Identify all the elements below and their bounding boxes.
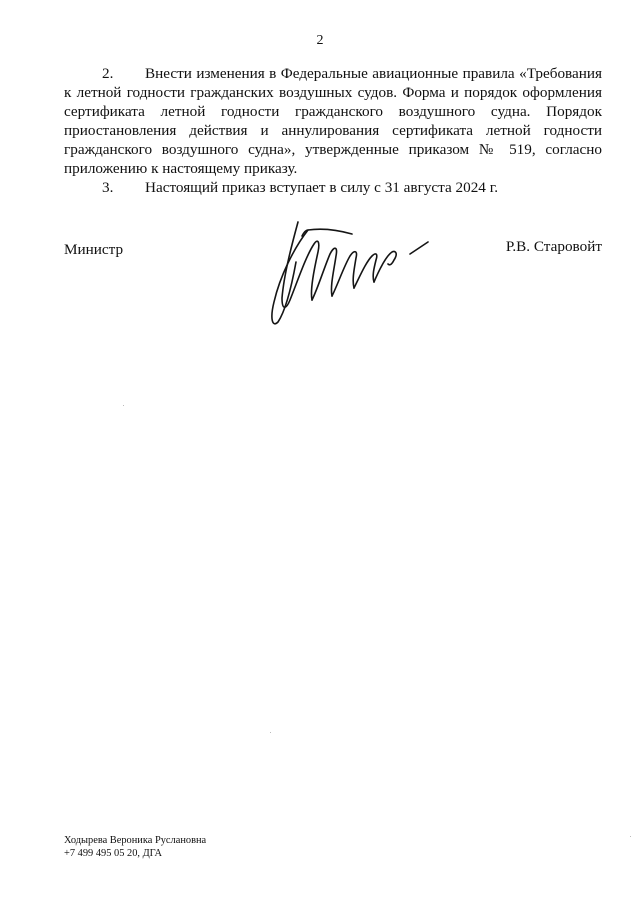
executor-name: Ходырева Вероника Руслановна: [64, 835, 207, 846]
scan-speck: [630, 836, 631, 837]
executor-contact: +7 499 495 05 20, ДГА: [64, 848, 163, 859]
paragraph-2: [64, 64, 602, 178]
paragraph-3: [64, 178, 602, 197]
paragraph-text: Настоящий приказ вступает в силу с 31 августа 2024 г.: [145, 179, 499, 196]
signatory-name: Р.В. Старовойт: [505, 238, 602, 255]
executor-block: [64, 834, 206, 860]
paragraph-text: Внести изменения в Федеральные авиационные правила «Требования к летной годности гражданских воздушных судов. Форма и порядок оформления сертификата летной годности гражданского воздушного судна. Порядок приостановления действия и аннулирования сертификата летной годности гражданского воздушного судна», утвержденные приказом № 519, согласно приложению к настоящему приказу.: [64, 65, 602, 177]
signatory-title: Министр: [64, 241, 124, 258]
scan-speck: [270, 732, 271, 733]
paragraph-number: 3.: [102, 179, 114, 196]
handwritten-signature: [262, 218, 432, 332]
paragraph-number: 2.: [102, 65, 114, 82]
scan-speck: [123, 405, 124, 406]
document-body: [64, 64, 602, 197]
page-number: 2: [316, 33, 324, 48]
